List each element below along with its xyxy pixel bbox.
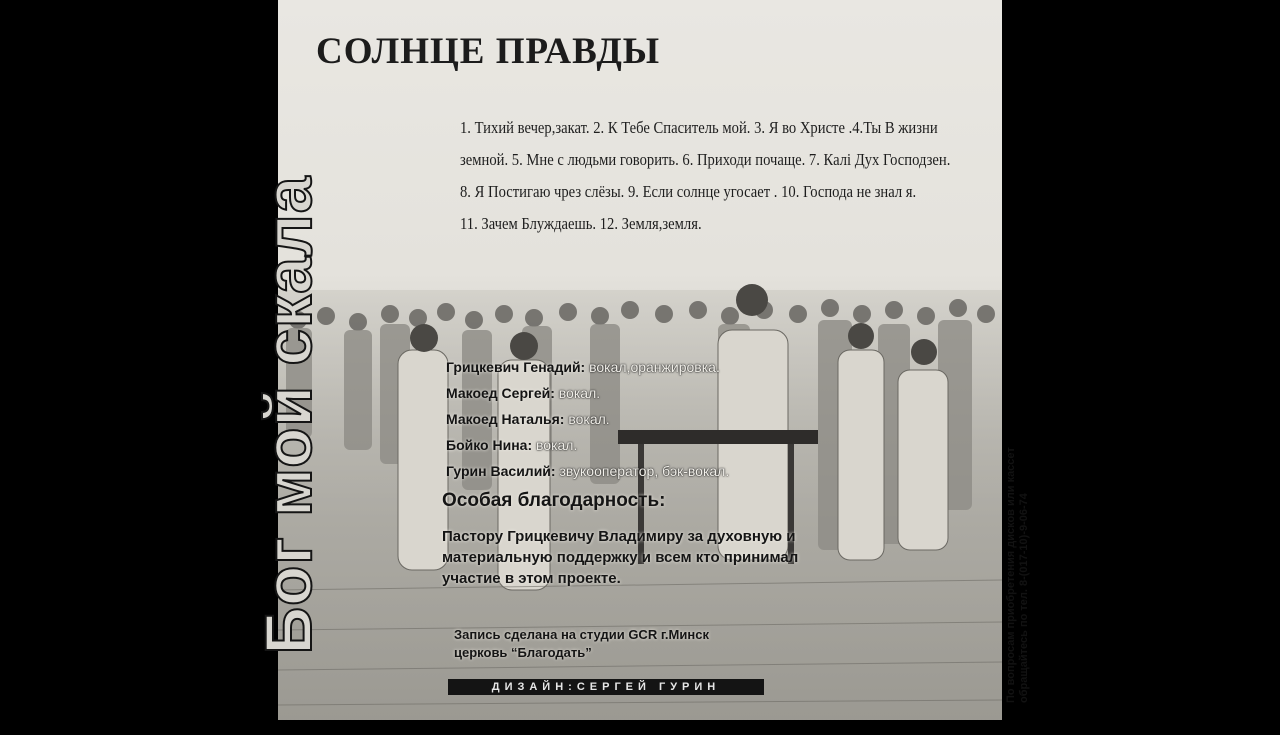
tracklist-line: 1. Тихий вечер,закат. 2. К Тебе Спаситель мой. 3. Я во Христе .4.Ты В жизни	[460, 118, 938, 137]
tracklist-line: 8. Я Постигаю чрез слёзы. 9. Если солнце угосает . 10. Господа не знал я.	[460, 182, 917, 201]
tracklist	[460, 112, 980, 240]
credit-name: Макоед Сергей:	[446, 385, 555, 401]
credit-role: звукооператор, бэк-вокал.	[555, 463, 730, 479]
credit-name: Грицкевич Генадий:	[446, 359, 586, 375]
contact-phone: обращайтесь по тел. 8-(017-10)-9-06-74	[1018, 493, 1030, 703]
credit-row	[446, 406, 729, 432]
tracklist-line: 11. Зачем Блуждаешь. 12. Земля,земля.	[460, 214, 702, 233]
credit-name: Гурин Василий:	[446, 463, 556, 479]
credit-role: вокал.	[532, 437, 578, 453]
credit-name: Макоед Наталья:	[446, 411, 565, 427]
credit-role: вокал,оранжировка.	[585, 359, 720, 375]
contact-info	[1005, 403, 1031, 703]
studio-info	[454, 626, 709, 662]
thanks-text: Пастору Грицкевичу Владимиру за духовную и материальную поддержку и всем кто принимал участие в этом проекте.	[442, 528, 799, 587]
credits-list	[446, 354, 729, 484]
credit-row	[446, 380, 729, 406]
credit-row	[446, 354, 729, 380]
tracklist-line: земной. 5. Мне с людьми говорить. 6. Приходи почаще. 7. Калі Дух Господзен.	[460, 150, 951, 169]
vertical-album-title: Бог мой скала	[251, 175, 325, 655]
album-cover	[251, 0, 1030, 720]
church-line: церковь “Благодать”	[454, 645, 592, 660]
thanks-heading: Особая благодарность:	[442, 490, 666, 511]
design-credit: ДИЗАЙН:СЕРГЕЙ ГУРИН	[448, 679, 764, 695]
credit-row	[446, 458, 729, 484]
credit-row	[446, 432, 729, 458]
studio-line: Запись сделана на студии GCR г.Минск	[454, 627, 709, 642]
contact-line: По вопросам приобретения дисков или кассет	[1005, 447, 1017, 703]
album-title: СОЛНЦЕ ПРАВДЫ	[316, 31, 661, 72]
credit-name: Бойко Нина:	[446, 437, 533, 453]
credit-role: вокал.	[554, 385, 601, 401]
credit-role: вокал.	[564, 411, 610, 427]
